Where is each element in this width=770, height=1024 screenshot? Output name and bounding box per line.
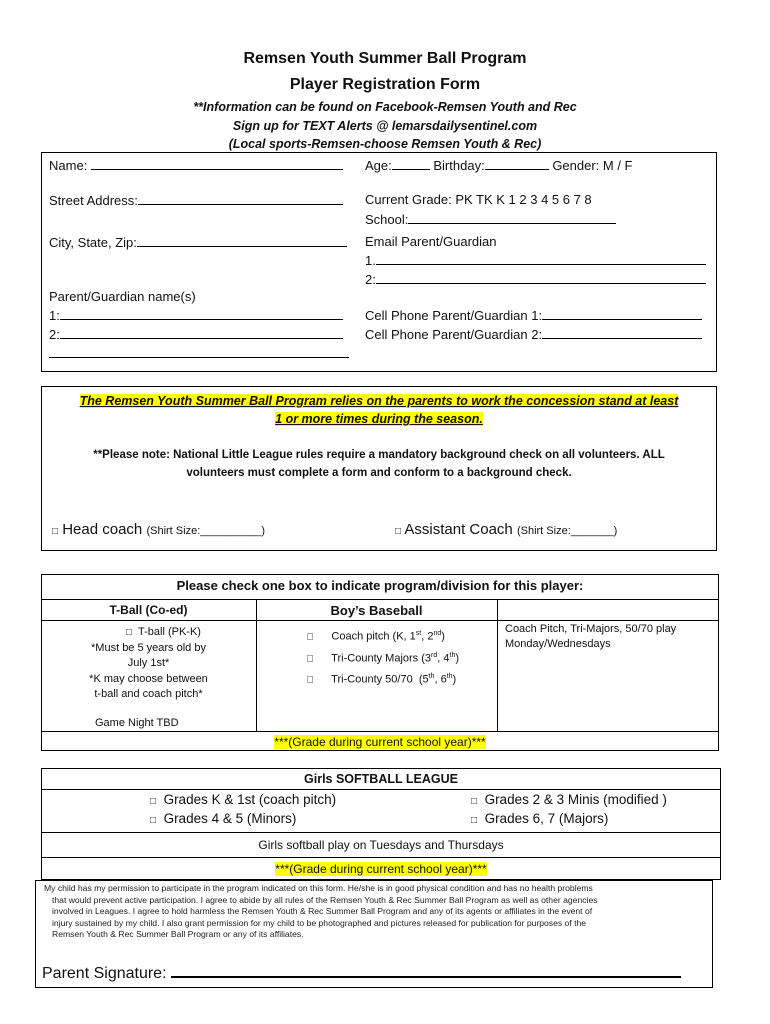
program-grade-note: ***(Grade during current school year)*** xyxy=(274,735,486,749)
softball-option-45[interactable]: □ Grades 4 & 5 (Minors) xyxy=(150,811,297,826)
birthday-label: Birthday: xyxy=(433,158,485,173)
parent-2-field[interactable]: 2: xyxy=(49,326,343,342)
tball-note-4: t-ball and coach pitch* xyxy=(94,688,203,700)
signature-label: Parent Signature: xyxy=(42,965,167,982)
concession-notice: The Remsen Youth Summer Ball Program relies on the parents to work the concession stand at least 1 or more times during the season. xyxy=(79,394,679,426)
form-title: Remsen Youth Summer Ball Program xyxy=(243,50,527,67)
baseball-column-header: Boy’s Baseball xyxy=(330,603,423,618)
name-field[interactable]: Name: xyxy=(49,157,343,173)
baseball-options xyxy=(307,625,459,690)
head-coach-shirt[interactable]: (Shirt Size:__________) xyxy=(146,525,266,537)
softball-option-k1[interactable]: □ Grades K & 1st (coach pitch) xyxy=(150,792,337,807)
baseball-option-coach-pitch[interactable]: □ Coach pitch (K, 1st, 2nd) xyxy=(307,630,445,643)
head-coach-checkbox[interactable]: □ xyxy=(52,526,59,537)
softball-days: Girls softball play on Tuesdays and Thursdays xyxy=(258,838,504,852)
program-header: Please check one box to indicate program/division for this player: xyxy=(176,578,584,593)
email-2-field[interactable]: 2: xyxy=(365,271,706,287)
tball-option[interactable]: □ T-ball (PK-K) xyxy=(126,626,201,638)
game-night: Game Night TBD xyxy=(95,717,179,729)
softball-grade-note: ***(Grade during current school year)*** xyxy=(275,862,487,876)
tball-note-3: *K may choose between xyxy=(89,672,208,685)
tball-checkbox[interactable]: □ xyxy=(126,627,133,638)
softball-option-67[interactable]: □ Grades 6, 7 (Majors) xyxy=(471,811,609,826)
permission-text: My child has my permission to participate in the program indicated on this form. He/she is in good physical condition and has no health problems that would prevent active participation. I agree to abide by all rules of the Remsen Youth & Rec Summer Ball Program as well as other agencies involved in Leagues. I agree to hold harmless the Remsen Youth & Rec Summer Ball Program and any of its agents or affiliates in the event of injury sustained by my child. I also grant permission for my child to be photographed and pictures released for publication for purposes of the Remsen Youth & Rec Summer Ball Program or any of its affiliates. xyxy=(44,883,598,939)
school-label: School: xyxy=(365,212,409,227)
form-subtitle: Player Registration Form xyxy=(289,76,481,93)
assistant-coach-option[interactable]: □ Assistant Coach (Shirt Size:_______) xyxy=(395,521,618,538)
email-header: Email Parent/Guardian xyxy=(365,234,497,249)
background-check-note: **Please note: National Little League rules require a mandatory background check on all volunteers. ALL volunteers must complete a form and conform to a background check. xyxy=(93,449,665,479)
assistant-coach-shirt[interactable]: (Shirt Size:_______) xyxy=(516,525,618,537)
baseball-option-5070[interactable]: □ Tri-County 50/70 (5th, 6th) xyxy=(307,673,457,686)
school-field[interactable] xyxy=(365,211,616,227)
parent-extra-line[interactable] xyxy=(49,357,349,358)
tball-cell xyxy=(41,625,256,703)
gender-label: Gender: M / F xyxy=(552,158,633,173)
info-line-3: (Local sports-Remsen-choose Remsen Youth & Rec) xyxy=(228,137,542,151)
assistant-coach-checkbox[interactable]: □ xyxy=(395,526,402,537)
name-label: Name xyxy=(49,158,84,173)
parent-1-field[interactable]: 1: xyxy=(49,307,343,323)
grade-field[interactable]: Current Grade: PK TK K 1 2 3 4 5 6 7 8 xyxy=(365,192,592,207)
cell-2-field[interactable]: Cell Phone Parent/Guardian 2: xyxy=(365,326,702,342)
street-label: Street Address: xyxy=(49,193,138,208)
head-coach-option[interactable]: □ Head coach (Shirt Size:__________) xyxy=(52,521,266,538)
tball-note-2: July 1st* xyxy=(127,657,170,669)
softball-header: Girls SOFTBALL LEAGUE xyxy=(304,772,458,786)
email-1-field[interactable]: 1. xyxy=(365,252,706,268)
tball-column-header: T-Ball (Co-ed) xyxy=(109,603,188,617)
baseball-option-majors[interactable]: □ Tri-County Majors (3rd, 4th) xyxy=(307,651,460,665)
signature-field[interactable] xyxy=(42,962,681,983)
baseball-days: Coach Pitch, Tri-Majors, 50/70 play Monday/Wednesdays xyxy=(505,623,677,650)
tball-note-1: *Must be 5 years old by xyxy=(91,641,206,654)
street-field[interactable] xyxy=(49,192,343,208)
city-field[interactable] xyxy=(49,234,347,250)
parent-header: Parent/Guardian name(s) xyxy=(49,289,196,304)
info-line-2: Sign up for TEXT Alerts @ lemarsdailysentinel.com xyxy=(232,119,538,133)
city-label: City, State, Zip: xyxy=(49,235,137,250)
age-birthday-gender-field[interactable] xyxy=(365,157,633,173)
info-line-1: **Information can be found on Facebook-Remsen Youth and Rec xyxy=(193,100,577,114)
age-label: Age: xyxy=(365,158,392,173)
cell-1-field[interactable]: Cell Phone Parent/Guardian 1: xyxy=(365,307,702,323)
softball-option-23[interactable]: □ Grades 2 & 3 Minis (modified ) xyxy=(471,792,667,807)
